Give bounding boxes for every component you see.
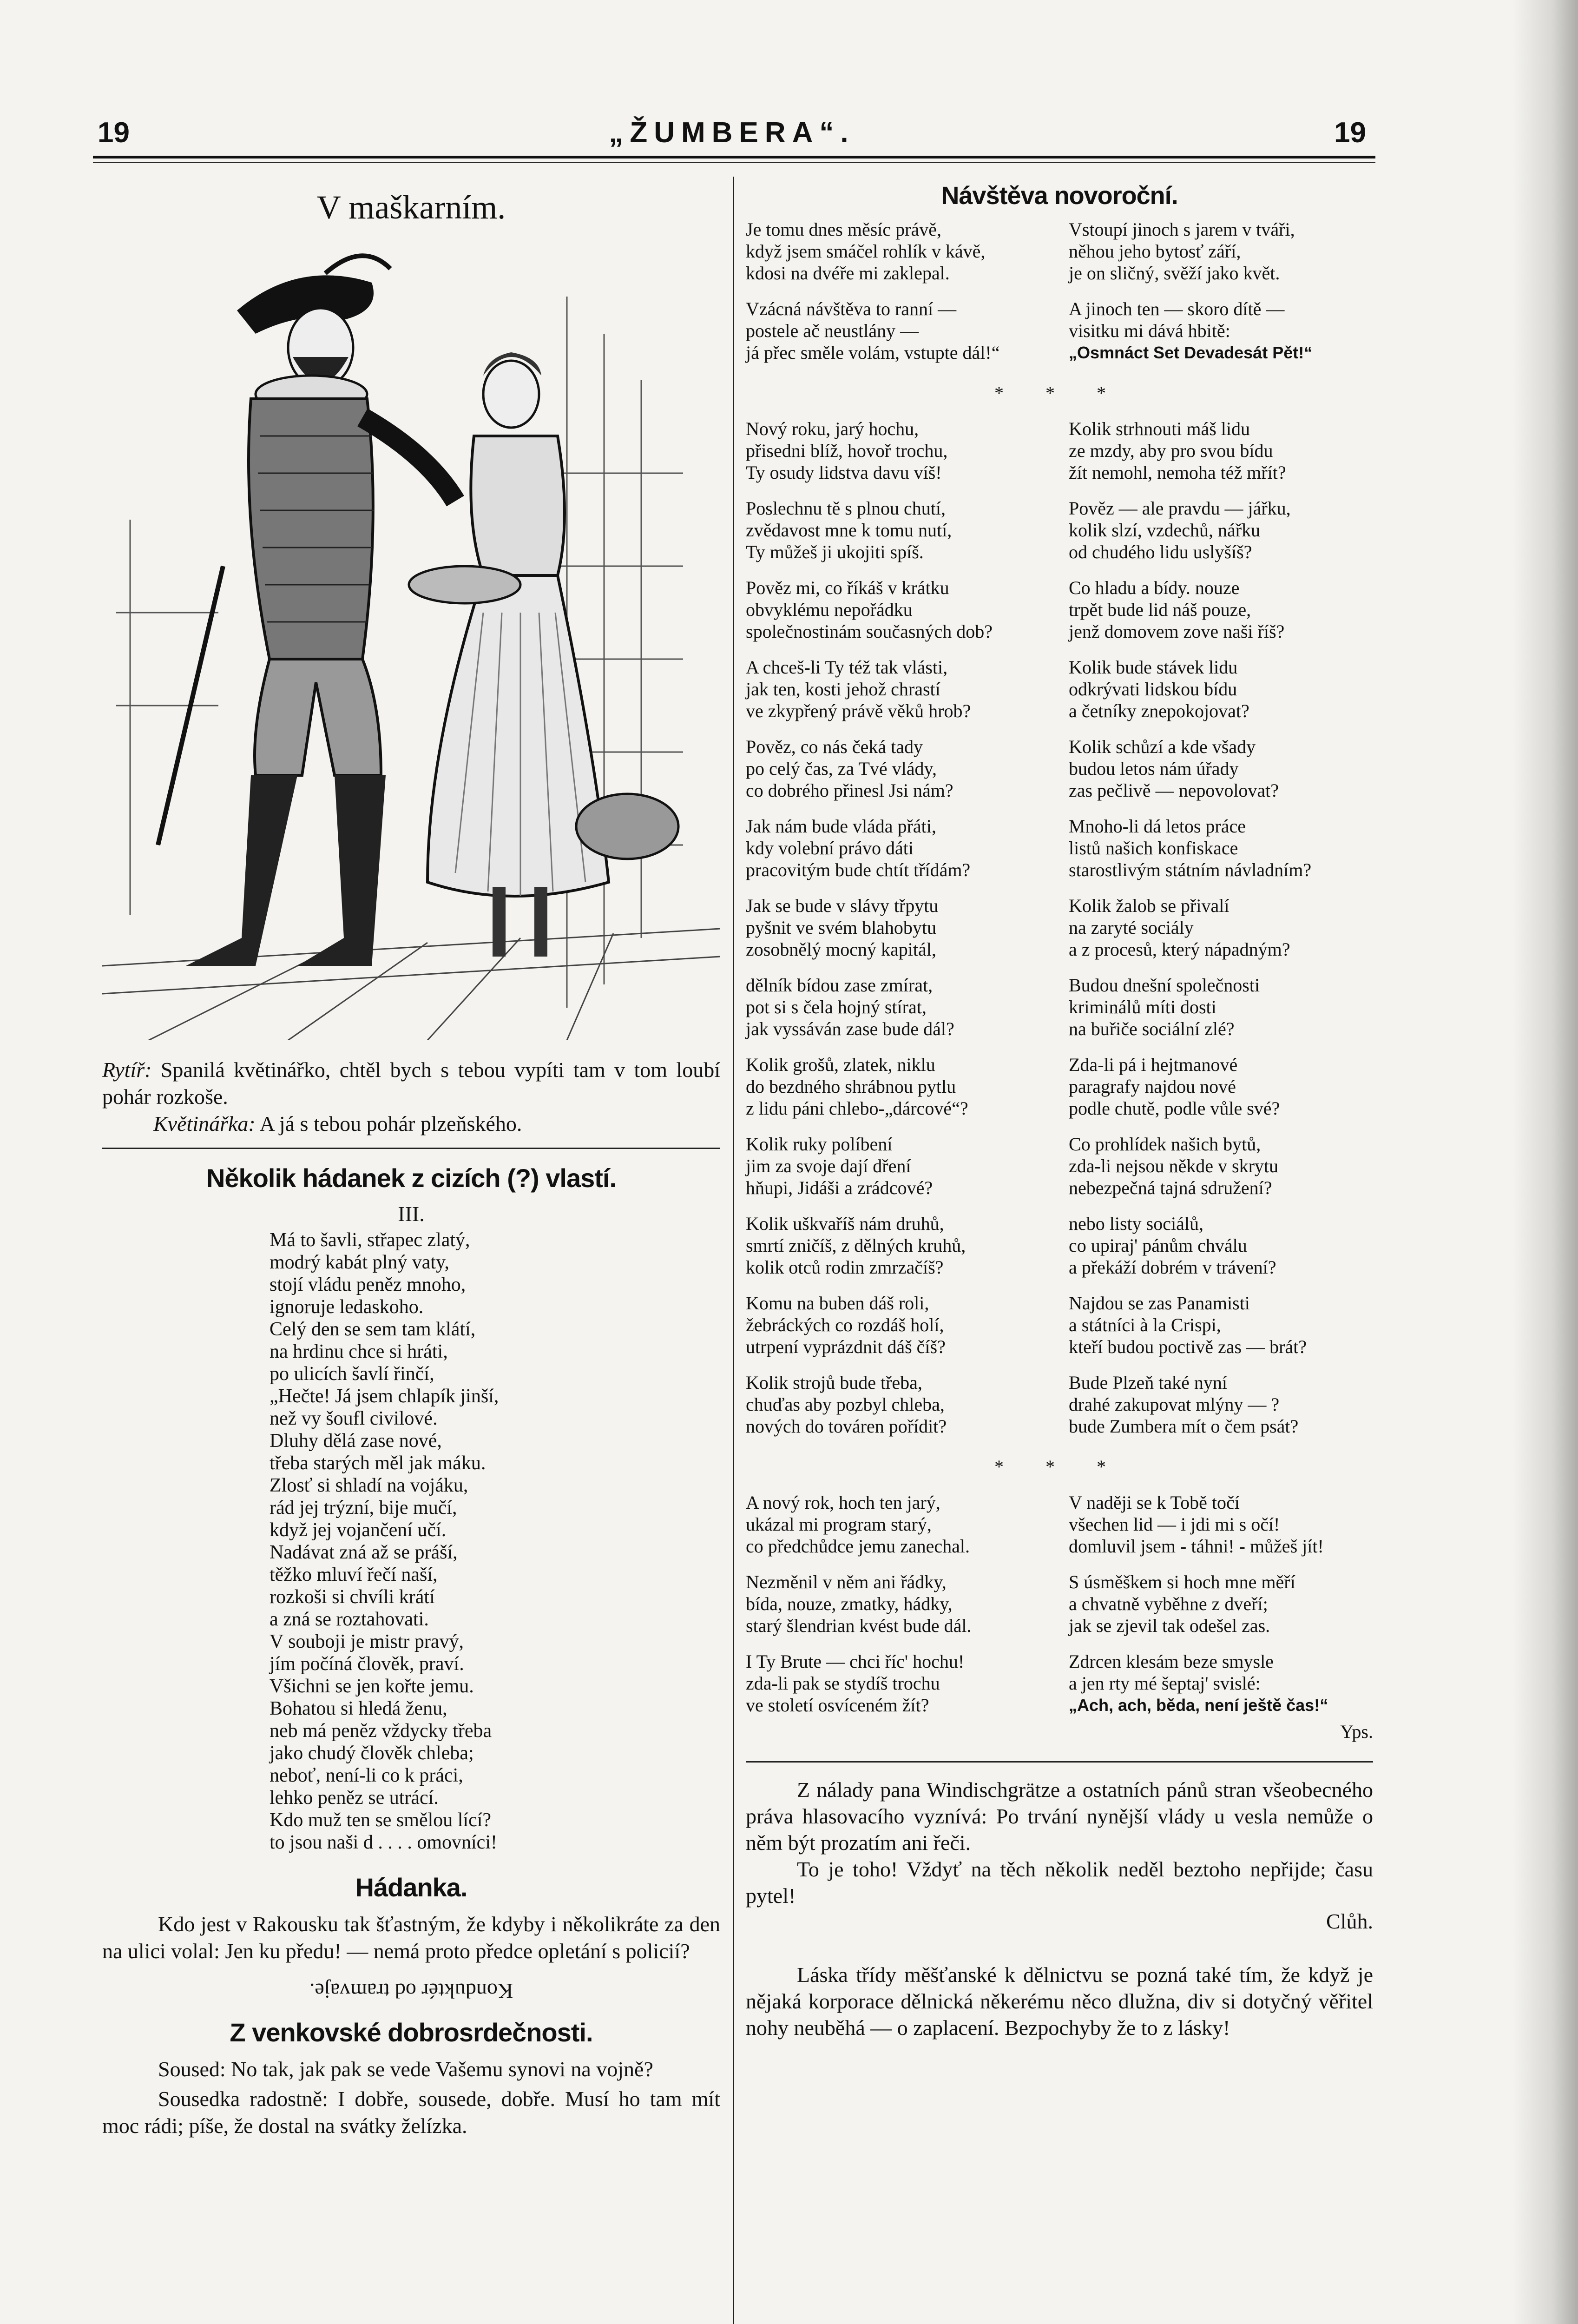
stanza-line: Vstoupí jinoch s jarem v tváři, (1069, 219, 1295, 240)
stanza (1069, 1492, 1373, 1557)
stanza-row (746, 577, 1373, 656)
stanza-line: když jsem smáčel rohlík v kávě, (746, 241, 986, 262)
stanza-stars: * * * (994, 1456, 1124, 1477)
riddle-line: Dluhy dělá zase nové, (270, 1430, 442, 1452)
riddle-line: Má to šavli, střapec zlatý, (270, 1229, 470, 1251)
stanza (746, 736, 1050, 801)
stanza (1069, 1571, 1373, 1637)
cartoon-illustration (102, 241, 720, 1040)
stanza-line: Vzácná návštěva to ranní — (746, 298, 957, 319)
stanza-line: podle chutě, podle vůle své? (1069, 1098, 1280, 1119)
prose-paragraph-2: Láska třídy měšťanské k dělnictvu se pozná také tím, že když je nějaká korporace dělnická někerému něco dlužna, div si dotyčný věřitel nohy neuběhá — o zaplacení. Bezpochyby že to z lásky! (746, 1963, 1373, 2040)
stanza-line: nebezpečná tajná sdružení? (1069, 1177, 1272, 1198)
stanza (1069, 895, 1373, 960)
stanza (1069, 974, 1373, 1040)
stanza (746, 815, 1050, 881)
stanza-line: Poslechnu tě s plnou chutí, (746, 498, 946, 519)
stanza-row (746, 656, 1373, 736)
stanza (1069, 1292, 1373, 1358)
stanza-line: Jak nám bude vláda přáti, (746, 816, 936, 837)
page-edge-shadow (1513, 0, 1578, 2324)
stanza-line: Mnoho-li dá letos práce (1069, 816, 1246, 837)
riddle-line: lehko peněz se utrácí. (270, 1787, 439, 1809)
stanza-row (746, 1651, 1373, 1730)
stanza-line: Zda-li pá i hejtmanové (1069, 1054, 1238, 1075)
column-divider (733, 177, 734, 2324)
stanza (1069, 1651, 1373, 1716)
stanza-line: paragrafy najdou nové (1069, 1076, 1236, 1097)
hadanka-text: Kdo jest v Rakousku tak šťastným, že kdyby i několikráte za den na ulici volal: Jen ku předu! — nemá proto předce opletání s policií? (102, 1912, 720, 1963)
stanza-line: nebo listy sociálů, (1069, 1213, 1203, 1234)
stanza-line: listů našich konfiskace (1069, 838, 1238, 858)
riddles-number: III. (398, 1202, 425, 1226)
stanza-line: jak ten, kosti jehož chrastí (746, 679, 940, 700)
stanza (746, 974, 1050, 1040)
stanza-row (746, 418, 1373, 497)
stanza (746, 1054, 1050, 1119)
stanza-line: A jinoch ten — skoro dítě — (1069, 298, 1285, 319)
stanza-line: kdy volební právo dáti (746, 838, 914, 858)
stanza-line: starý šlendrian kvést bude dál. (746, 1615, 972, 1636)
stanza-row (746, 298, 1373, 377)
riddle-line: stojí vládu peněz mnoho, (270, 1274, 466, 1295)
riddle-line: Kdo muž ten se smělou lící? (270, 1809, 492, 1831)
stanza (746, 1492, 1050, 1557)
stanza-line: kolik slzí, vzdechů, nářku (1069, 520, 1261, 541)
stanza-line: Kolik žalob se přivalí (1069, 895, 1230, 916)
stanza-line: visitku mi dává hbitě: (1069, 320, 1230, 341)
stanza (1069, 736, 1373, 801)
prose-paragraph-1b: To je toho! Vždyť na těch několik neděl beztoho nepřijde; času pytel! (746, 1857, 1373, 1908)
stanza (746, 1213, 1050, 1278)
stanza (1069, 1372, 1373, 1437)
stanza (746, 1571, 1050, 1637)
right-column (746, 177, 1373, 2041)
riddle-line: ignoruje ledaskoho. (270, 1296, 424, 1318)
stanza (746, 656, 1050, 722)
stanza (746, 418, 1050, 483)
stanza-line: Je tomu dnes měsíc právě, (746, 219, 941, 240)
caption-line-knight: Spanilá květinářko, chtěl bych s tebou vypíti tam v tom loubí pohár rozkoše. (102, 1058, 720, 1109)
riddle-line: třeba starých měl jak máku. (270, 1452, 486, 1474)
stanza-line: Kolik uškvaříš nám druhů, (746, 1213, 944, 1234)
stanza-line: Nezměnil v něm ani řádky, (746, 1571, 947, 1592)
riddle-line: než vy šoufl civilové. (270, 1408, 438, 1429)
stanza-line: Najdou se zas Panamisti (1069, 1293, 1250, 1314)
riddle-line: modrý kabát plný vaty, (270, 1252, 449, 1273)
venkov-paragraph-1: Soused: No tak, jak pak se vede Vašemu synovi na vojně? (158, 2057, 653, 2081)
stanza-line: jenž domovem zove naši říš? (1069, 621, 1285, 642)
riddles-title: Několik hádanek z cizích (?) vlastí. (206, 1163, 617, 1193)
stanza-line: pracovitým bude chtít třídám? (746, 859, 971, 880)
stanza-line: Ty můžeš ji ukojiti spíš. (746, 541, 924, 562)
stanza-line: trpět bude lid náš pouze, (1069, 599, 1251, 620)
stanza-line: Pověz mi, co říkáš v krátku (746, 577, 949, 598)
header-rule (93, 156, 1375, 158)
stanza-row (746, 736, 1373, 815)
stanza (746, 1292, 1050, 1358)
page-number-right: 19 (1334, 117, 1366, 149)
stanza-row (746, 974, 1373, 1054)
stanza-line: jak vyssáván zase bude dál? (746, 1018, 954, 1039)
stanza-row (746, 1372, 1373, 1451)
stanza-line: Kolik strojů bude třeba, (746, 1372, 922, 1393)
riddle-line: Celý den se sem tam klátí, (270, 1319, 476, 1340)
riddle-line: Bohatou si hledá ženu, (270, 1698, 447, 1719)
prose-paragraph-1: Z nálady pana Windischgrätze a ostatních pánů stran všeobecného práva hlasovacího vyznívá: Po trvání nynější vlády u vesla nemůže o něm být prozatím ani řeči. (746, 1778, 1373, 1855)
stanza-line: zvědavost mne k tomu nutí, (746, 520, 952, 541)
stanza-line: V naději se k Tobě točí (1069, 1492, 1240, 1513)
stanza-line: po celý čas, za Tvé vlády, (746, 758, 937, 779)
stanza-line: Co prohlídek našich bytů, (1069, 1134, 1261, 1155)
stanza (1069, 418, 1373, 483)
stanza-line: smrtí zničíš, z dělných kruhů, (746, 1235, 966, 1256)
stanza-line: z lidu páni chlebo-„dárcové“? (746, 1098, 968, 1119)
stanza-line: Pověz — ale pravdu — jářku, (1069, 498, 1291, 519)
stanza-line: obvyklému nepořádku (746, 599, 913, 620)
stanza (746, 1651, 1050, 1716)
stanza-line: Kolik schůzí a kde všady (1069, 736, 1256, 757)
stanza-line: nových do továren pořídit? (746, 1416, 947, 1437)
riddle-line: Všichni se jen kořte jemu. (270, 1676, 474, 1697)
stanza-line: ve století osvíceném žít? (746, 1695, 929, 1716)
stanza (1069, 1054, 1373, 1119)
stanza-line: jim za svoje dají dření (746, 1155, 911, 1176)
stanza (1069, 497, 1373, 563)
stanza-line: do bezdného shrábnou pytlu (746, 1076, 956, 1097)
stanza (746, 1372, 1050, 1437)
stanza-line: budou letos nám úřady (1069, 758, 1239, 779)
riddle-line: když jej vojančení učí. (270, 1519, 447, 1541)
stanza-line: a chvatně vyběhne z dveří; (1069, 1593, 1268, 1614)
caption-line-florist: A já s tebou pohár plzeňského. (255, 1112, 522, 1136)
left-column (102, 177, 720, 2142)
stanza-line: S úsměškem si hoch mne měří (1069, 1571, 1295, 1592)
stanza-row (746, 1054, 1373, 1133)
stanza-line: ukázal mi program starý, (746, 1514, 932, 1535)
stanza-line: starostlivým státním návladním? (1069, 859, 1312, 880)
stanza-line: já přec směle volám, vstupte dál!“ (746, 342, 1000, 363)
venkov-title: Z venkovské dobrosrdečnosti. (230, 2018, 593, 2047)
riddle-line: rád jej trýzní, bije mučí, (270, 1497, 457, 1519)
stanza-line: žebráckých co rozdáš holí, (746, 1314, 944, 1335)
stanza-line: od chudého lidu uslyšíš? (1069, 541, 1252, 562)
stanza-line: kriminálů míti dosti (1069, 997, 1216, 1017)
stanza-line: Ty osudy lidstva davu víš! (746, 462, 942, 483)
stanza (1069, 298, 1373, 363)
stanza-line: na buřiče sociální zlé? (1069, 1018, 1235, 1039)
stanza-line: Nový roku, jarý hochu, (746, 418, 919, 439)
riddle-line: těžko mluví řečí naší, (270, 1564, 438, 1585)
stanza-line: ze mzdy, aby pro svou bídu (1069, 440, 1273, 461)
stanza-line: společnostinám současných dob? (746, 621, 993, 642)
stanza-stars: * * * (994, 383, 1124, 403)
cartoon-caption (102, 1056, 720, 1137)
stanza (1069, 577, 1373, 642)
stanza-row (746, 1492, 1373, 1571)
stanza (746, 577, 1050, 642)
stanza-line: co upiraj' pánům chválu (1069, 1235, 1247, 1256)
section-separator (102, 1148, 720, 1149)
stanza-line: přisedni blíž, hovoř trochu, (746, 440, 948, 461)
stanza-line: zda-li nejsou někde v skrytu (1069, 1155, 1278, 1176)
stanza (1069, 815, 1373, 881)
caption-speaker-florist: Květinářka: (153, 1112, 256, 1136)
stanza-line: zda-li pak se stydíš trochu (746, 1673, 940, 1694)
stanza-line: Kolik ruky políbení (746, 1134, 893, 1155)
stanza-row (746, 1133, 1373, 1213)
poem-signature: Yps. (1340, 1721, 1373, 1742)
stanza (1069, 1213, 1373, 1278)
riddle-line: „Hečte! Já jsem chlapík jinší, (270, 1386, 499, 1407)
section-separator-right (746, 1761, 1373, 1763)
stanza (746, 497, 1050, 563)
page-number-left: 19 (98, 117, 130, 149)
stanza-line: odkrývati lidskou bídu (1069, 679, 1237, 700)
stanza-line: na zaryté sociály (1069, 917, 1194, 938)
prose-signature: Clůh. (1326, 1909, 1373, 1933)
stanza (746, 895, 1050, 960)
riddle-line: Zlosť si shladí na vojáku, (270, 1475, 468, 1496)
riddle-line: na hrdinu chce si hráti, (270, 1341, 448, 1362)
riddle-poem (270, 1229, 720, 1854)
stanza-line: postele ač neustlány — (746, 320, 919, 341)
stanza-line: drahé zakupovat mlýny — ? (1069, 1394, 1280, 1415)
stanza-line: I Ty Brute — chci říc' hochu! (746, 1651, 965, 1672)
riddle-line: neboť, není-li co k práci, (270, 1765, 463, 1786)
stanza (746, 218, 1050, 284)
stanza-line: kdosi na dvéře mi zaklepal. (746, 263, 950, 284)
stanza-line: co předchůdce jemu zanechal. (746, 1536, 970, 1557)
riddle-line: jím počíná člověk, praví. (270, 1653, 464, 1675)
stanza-line: co dobrého přinesl Jsi nám? (746, 780, 953, 801)
stanza-line: je on sličný, svěží jako květ. (1069, 263, 1280, 284)
riddle-line: a zná se roztahovati. (270, 1609, 429, 1630)
stanza-line: a z procesů, který nápadným? (1069, 939, 1290, 960)
stanza (1069, 656, 1373, 722)
riddle-line: neb má peněz vždycky třeba (270, 1720, 492, 1742)
stanza-row (746, 218, 1373, 298)
stanza-line: Kolik grošů, zlatek, niklu (746, 1054, 935, 1075)
masthead-title: „ŽUMBERA“. (609, 117, 855, 149)
stanza-line: Bude Plzeň také nyní (1069, 1372, 1228, 1393)
stanza-line: bída, nouze, zmatky, hádky, (746, 1593, 953, 1614)
stanza (1069, 1133, 1373, 1199)
stanza-line: pot si s čela hojný stírat, (746, 997, 927, 1017)
stanza-line: a státníci à la Crispi, (1069, 1314, 1221, 1335)
stanza-line: Pověz, co nás čeká tady (746, 736, 923, 757)
stanza-row (746, 1571, 1373, 1651)
stanza-line: pyšnit ve svém blahobytu (746, 917, 936, 938)
stanza-line: a jen rty mé šeptaj' svislé: (1069, 1673, 1261, 1694)
stanza-row (746, 1292, 1373, 1372)
poem-title: Návštěva novoroční. (941, 182, 1178, 210)
stanza-row (746, 895, 1373, 974)
poem-stanzas (746, 218, 1373, 1730)
stanza-line: Zdrcen klesám beze smysle (1069, 1651, 1274, 1672)
stanza (746, 1133, 1050, 1199)
stanza (746, 298, 1050, 363)
stanza-line: chuďas aby pozbyl chleba, (746, 1394, 945, 1415)
stanza-line: a četníky znepokojovat? (1069, 700, 1249, 721)
stanza-line: Kolik bude stávek lidu (1069, 657, 1238, 678)
stanza-line: zas pečlivě — nepovolovat? (1069, 780, 1279, 801)
stanza-row (746, 497, 1373, 577)
hadanka-answer-upside-down: Konduktér od tramvaje. (309, 1979, 513, 2003)
venkov-paragraph-2: Sousedka radostně: I dobře, sousede, dobře. Musí ho tam mít moc rádi; píše, že dostal na svátky želízka. (102, 2087, 720, 2138)
riddle-line: jako chudý člověk chleba; (270, 1743, 474, 1764)
stanza-line: Komu na buben dáš roli, (746, 1293, 929, 1314)
stanza-line: A chceš-li Ty též tak vlásti, (746, 657, 948, 678)
stanza-line: Co hladu a bídy. nouze (1069, 577, 1240, 598)
riddle-line: rozkoši si chvíli krátí (270, 1586, 435, 1608)
stanza-line: bude Zumbera mít o čem psát? (1069, 1416, 1299, 1437)
stanza-line: všechen lid — i jdi mi s očí! (1069, 1514, 1280, 1535)
header-rule-thin (93, 162, 1375, 163)
stanza-line: domluvil jsem - táhni! - můžeš jít! (1069, 1536, 1324, 1557)
stanza-line: Jak se bude v slávy třpytu (746, 895, 939, 916)
caption-speaker-knight: Rytíř: (102, 1058, 152, 1082)
riddle-line: V souboji je mistr pravý, (270, 1631, 464, 1652)
stanza-line: A nový rok, hoch ten jarý, (746, 1492, 940, 1513)
stanza-line: utrpení vyprázdnit dáš číš? (746, 1336, 946, 1357)
stanza-line: a překáží dobrém v trávení? (1069, 1257, 1276, 1278)
stanza-row (746, 1213, 1373, 1292)
page-header (98, 112, 1366, 163)
riddle-line: to jsou naši d . . . . omovníci! (270, 1832, 497, 1853)
stanza-line: ve zkypřený právě věků hrob? (746, 700, 971, 721)
stanza-line: žít nemohl, nemoha též mřít? (1069, 462, 1286, 483)
hadanka-title: Hádanka. (355, 1873, 467, 1902)
stanza-line: kteří budou poctivě zas — brát? (1069, 1336, 1307, 1357)
stanza-line: Kolik strhnouti máš lidu (1069, 418, 1250, 439)
stanza (1069, 218, 1373, 284)
riddle-line: po ulicích šavlí řinčí, (270, 1363, 434, 1385)
stanza-line: dělník bídou zase zmírat, (746, 975, 933, 996)
stanza-line: „Ach, ach, běda, není ještě čas!“ (1069, 1696, 1328, 1715)
stanza-line: jak se zjevil tak odešel zas. (1069, 1615, 1270, 1636)
stanza-line: hňupi, Jidáši a zrádcové? (746, 1177, 933, 1198)
stanza-line: zosobnělý mocný kapitál, (746, 939, 936, 960)
stanza-line: kolik otců rodin zmrzačíš? (746, 1257, 944, 1278)
cartoon-title: V maškarním. (316, 189, 506, 226)
stanza-line: „Osmnáct Set Devadesát Pět!“ (1069, 343, 1313, 362)
stanza-row (746, 815, 1373, 895)
riddle-line: Nadávat zná až se práší, (270, 1542, 458, 1563)
stanza-line: něhou jeho bytosť září, (1069, 241, 1241, 262)
stanza-line: Budou dnešní společnosti (1069, 975, 1260, 996)
